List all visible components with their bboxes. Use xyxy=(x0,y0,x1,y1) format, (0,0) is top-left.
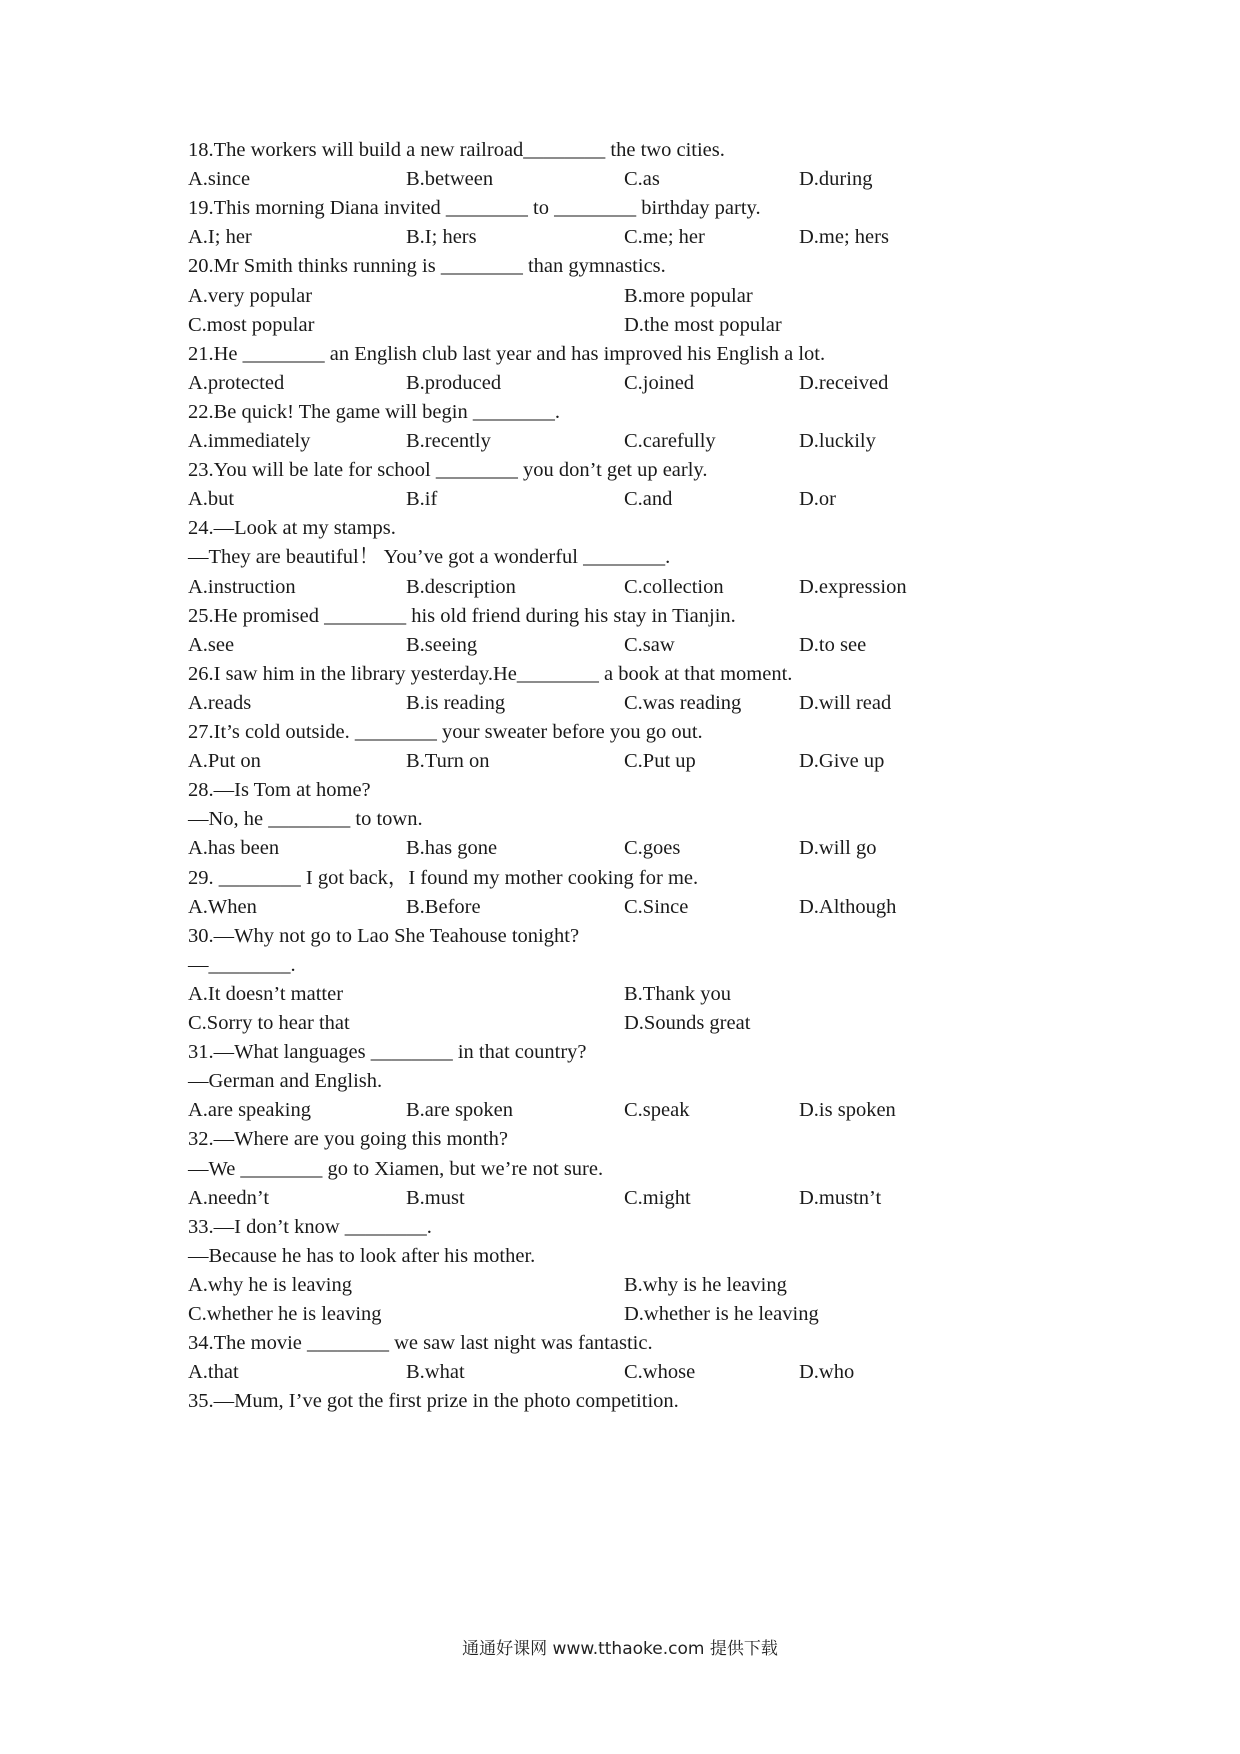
answer-option: A.since xyxy=(188,168,251,190)
page-footer: 通通好课网 www.tthaoke.com 提供下载 xyxy=(462,1639,778,1659)
question-line: 26.I saw him in the library yesterday.He________ a book at that moment. xyxy=(188,663,793,685)
question-line: 18.The workers will build a new railroad________ the two cities. xyxy=(188,139,725,161)
answer-option: A.reads xyxy=(188,692,252,714)
question-line: —No, he ________ to town. xyxy=(188,808,423,830)
answer-option: D.expression xyxy=(799,576,907,598)
answer-option: C.collection xyxy=(624,576,724,598)
answer-option: C.Since xyxy=(624,896,689,918)
question-line: —German and English. xyxy=(188,1070,383,1092)
answer-option: A.are speaking xyxy=(188,1099,311,1121)
answer-option: A.Put on xyxy=(188,750,261,772)
answer-option: C.might xyxy=(624,1187,691,1209)
answer-option: C.whether he is leaving xyxy=(188,1303,382,1325)
answer-option: C.and xyxy=(624,488,673,510)
answer-option: A.that xyxy=(188,1361,239,1383)
question-line: —They are beautiful！ You’ve got a wonderful ________. xyxy=(188,546,671,568)
question-line: 22.Be quick! The game will begin ________. xyxy=(188,401,560,423)
question-line: 30.—Why not go to Lao She Teahouse tonight? xyxy=(188,925,580,947)
answer-option: C.carefully xyxy=(624,430,716,452)
question-line: 20.Mr Smith thinks running is ________ than gymnastics. xyxy=(188,255,666,277)
question-line: —Because he has to look after his mother. xyxy=(188,1245,536,1267)
answer-option: B.has gone xyxy=(406,837,498,859)
answer-option: A.It doesn’t matter xyxy=(188,983,344,1005)
answer-option: A.very popular xyxy=(188,285,313,307)
answer-option: C.goes xyxy=(624,837,681,859)
question-line: 29. ________ I got back，I found my mother cooking for me. xyxy=(188,867,699,889)
answer-option: B.produced xyxy=(406,372,502,394)
answer-option: B.seeing xyxy=(406,634,478,656)
answer-option: C.as xyxy=(624,168,660,190)
question-line: 24.—Look at my stamps. xyxy=(188,517,396,539)
answer-option: B.why is he leaving xyxy=(624,1274,787,1296)
answer-option: B.must xyxy=(406,1187,465,1209)
answer-option: B.Turn on xyxy=(406,750,490,772)
answer-option: C.speak xyxy=(624,1099,690,1121)
answer-option: A.needn’t xyxy=(188,1187,270,1209)
answer-option: A.protected xyxy=(188,372,285,394)
answer-option: C.most popular xyxy=(188,314,315,336)
answer-option: C.Sorry to hear that xyxy=(188,1012,350,1034)
question-line: —We ________ go to Xiamen, but we’re not sure. xyxy=(188,1158,604,1180)
question-line: 33.—I don’t know ________. xyxy=(188,1216,432,1238)
answer-option: D.will go xyxy=(799,837,877,859)
answer-option: D.whether is he leaving xyxy=(624,1303,819,1325)
answer-option: D.to see xyxy=(799,634,867,656)
answer-option: B.more popular xyxy=(624,285,753,307)
question-line: 25.He promised ________ his old friend during his stay in Tianjin. xyxy=(188,605,736,627)
question-line: —________. xyxy=(188,954,296,976)
answer-option: C.whose xyxy=(624,1361,696,1383)
question-line: 34.The movie ________ we saw last night was fantastic. xyxy=(188,1332,653,1354)
answer-option: B.Before xyxy=(406,896,481,918)
answer-option: D.received xyxy=(799,372,889,394)
question-line: 32.—Where are you going this month? xyxy=(188,1128,508,1150)
answer-option: B.is reading xyxy=(406,692,506,714)
question-line: 27.It’s cold outside. ________ your sweater before you go out. xyxy=(188,721,703,743)
answer-option: B.I; hers xyxy=(406,226,477,248)
answer-option: D.Sounds great xyxy=(624,1012,751,1034)
answer-option: B.recently xyxy=(406,430,491,452)
question-line: 35.—Mum, I’ve got the first prize in the photo competition. xyxy=(188,1390,679,1412)
answer-option: D.or xyxy=(799,488,837,510)
question-line: 28.—Is Tom at home? xyxy=(188,779,371,801)
answer-option: D.Although xyxy=(799,896,897,918)
answer-option: A.immediately xyxy=(188,430,311,452)
question-line: 21.He ________ an English club last year and has improved his English a lot. xyxy=(188,343,826,365)
answer-option: B.Thank you xyxy=(624,983,732,1005)
answer-option: D.will read xyxy=(799,692,892,714)
answer-option: D.me; hers xyxy=(799,226,889,248)
answer-option: D.is spoken xyxy=(799,1099,896,1121)
answer-option: C.was reading xyxy=(624,692,742,714)
answer-option: B.what xyxy=(406,1361,465,1383)
answer-option: D.who xyxy=(799,1361,855,1383)
question-line: 31.—What languages ________ in that country? xyxy=(188,1041,587,1063)
answer-option: D.the most popular xyxy=(624,314,782,336)
answer-option: A.but xyxy=(188,488,235,510)
answer-option: C.Put up xyxy=(624,750,696,772)
answer-option: B.if xyxy=(406,488,438,510)
answer-option: C.joined xyxy=(624,372,695,394)
answer-option: D.Give up xyxy=(799,750,885,772)
answer-option: C.me; her xyxy=(624,226,705,248)
answer-option: B.are spoken xyxy=(406,1099,514,1121)
answer-option: B.between xyxy=(406,168,494,190)
answer-option: A.see xyxy=(188,634,235,656)
answer-option: D.mustn’t xyxy=(799,1187,882,1209)
answer-option: D.luckily xyxy=(799,430,876,452)
answer-option: B.description xyxy=(406,576,516,598)
answer-option: A.When xyxy=(188,896,257,918)
question-line: 19.This morning Diana invited ________ to ________ birthday party. xyxy=(188,197,761,219)
answer-option: A.instruction xyxy=(188,576,296,598)
answer-option: A.has been xyxy=(188,837,280,859)
answer-option: A.why he is leaving xyxy=(188,1274,352,1296)
answer-option: C.saw xyxy=(624,634,675,656)
question-line: 23.You will be late for school ________ you don’t get up early. xyxy=(188,459,708,481)
answer-option: A.I; her xyxy=(188,226,252,248)
answer-option: D.during xyxy=(799,168,873,190)
